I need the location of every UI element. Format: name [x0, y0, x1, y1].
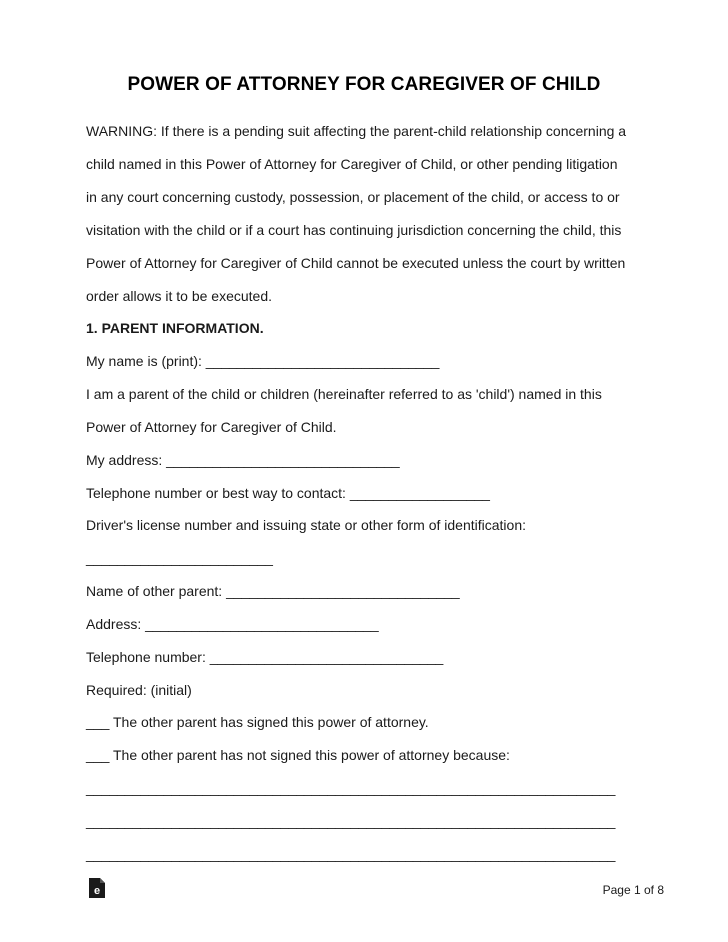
warning-line: child named in this Power of Attorney for Caregiver of Child, or other pending litigation: [86, 156, 618, 172]
document-title: POWER OF ATTORNEY FOR CAREGIVER OF CHILD: [127, 74, 601, 95]
drivers-license-label: Driver's license number and issuing state or other form of identification:: [86, 517, 526, 533]
required-initial-label: Required: (initial): [86, 682, 192, 698]
warning-line: in any court concerning custody, possession, or placement of the child, or access to or: [86, 189, 620, 205]
other-parent-telephone-field[interactable]: Telephone number: ______________________________: [86, 649, 444, 665]
warning-line: Power of Attorney for Caregiver of Child cannot be executed unless the court by written: [86, 255, 626, 271]
reason-blank-line[interactable]: ____________________________________________________________________: [86, 780, 616, 796]
telephone-contact-field[interactable]: Telephone number or best way to contact: __________________: [86, 485, 490, 501]
reason-blank-line[interactable]: ____________________________________________________________________: [86, 846, 616, 862]
reason-blank-line[interactable]: ____________________________________________________________________: [86, 813, 616, 829]
warning-line: visitation with the child or if a court has continuing jurisdiction concerning the child, this: [86, 222, 622, 238]
drivers-license-field[interactable]: ________________________: [86, 550, 273, 566]
parent-statement-line: I am a parent of the child or children (hereinafter referred to as 'child') named in this: [86, 386, 602, 402]
warning-paragraph: [86, 115, 656, 313]
my-name-field[interactable]: My name is (print): ______________________________: [86, 353, 440, 369]
other-parent-name-field[interactable]: Name of other parent: ______________________________: [86, 583, 460, 599]
other-parent-address-field[interactable]: Address: ______________________________: [86, 616, 379, 632]
warning-line: WARNING: If there is a pending suit affecting the parent-child relationship concerning a: [86, 123, 627, 139]
option-other-parent-not-signed[interactable]: ___ The other parent has not signed this power of attorney because:: [86, 747, 510, 763]
warning-line: order allows it to be executed.: [86, 288, 272, 304]
svg-text:e: e: [93, 885, 101, 897]
my-address-field[interactable]: My address: ______________________________: [86, 452, 400, 468]
page-number: Page 1 of 8: [602, 883, 664, 897]
section-heading-parent-information: 1. PARENT INFORMATION.: [86, 320, 264, 336]
document-logo-icon: [88, 877, 106, 899]
option-other-parent-signed[interactable]: ___ The other parent has signed this power of attorney.: [86, 714, 429, 730]
parent-statement-line: Power of Attorney for Caregiver of Child.: [86, 419, 337, 435]
